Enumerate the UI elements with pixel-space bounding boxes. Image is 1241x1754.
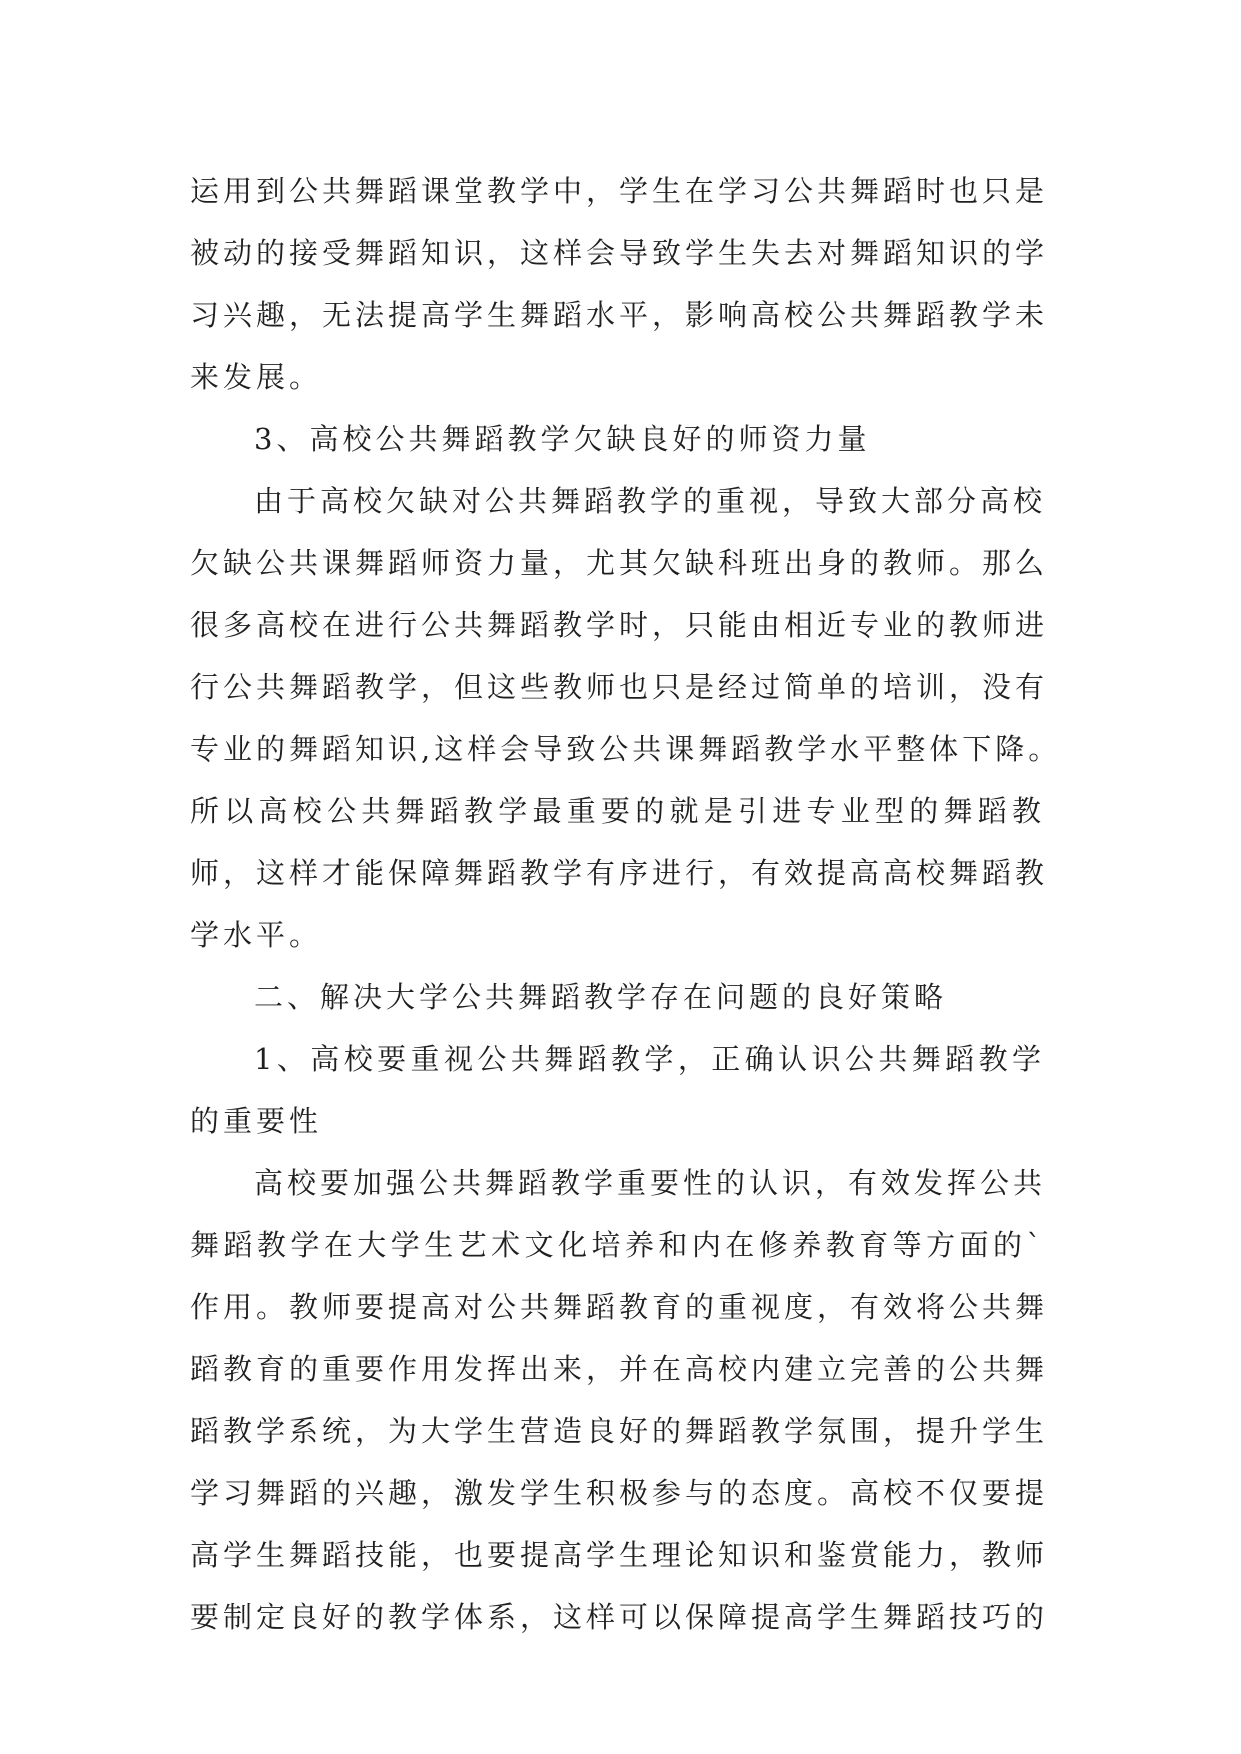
paragraph-first-line: 由于高校欠缺对公共舞蹈教学的重视，导致大部分高校 [254, 484, 1047, 518]
body-text [190, 160, 1062, 1648]
text-line: 运用到公共舞蹈课堂教学中，学生在学习公共舞蹈时也只是 [190, 174, 1049, 208]
text-line: 专业的舞蹈知识,这样会导致公共课舞蹈教学水平整体下降。 [190, 732, 1062, 766]
text-line: 师，这样才能保障舞蹈教学有序进行，有效提高高校舞蹈教 [190, 856, 1049, 890]
text-line: 行公共舞蹈教学，但这些教师也只是经过简单的培训，没有 [190, 670, 1049, 704]
text-line: 蹈教育的重要作用发挥出来，并在高校内建立完善的公共舞 [190, 1352, 1049, 1386]
paragraph-first-line: 高校要加强公共舞蹈教学重要性的认识，有效发挥公共 [254, 1166, 1047, 1200]
paragraph-end-line: 学水平。 [190, 918, 323, 952]
section-heading: 3、高校公共舞蹈教学欠缺良好的师资力量 [254, 422, 871, 456]
subsection-heading-end: 的重要性 [190, 1104, 323, 1138]
text-line: 学习舞蹈的兴趣，激发学生积极参与的态度。高校不仅要提 [190, 1476, 1049, 1510]
text-line: 习兴趣，无法提高学生舞蹈水平，影响高校公共舞蹈教学未 [190, 298, 1049, 332]
text-line: 很多高校在进行公共舞蹈教学时，只能由相近专业的教师进 [190, 608, 1049, 642]
text-line: 所以高校公共舞蹈教学最重要的就是引进专业型的舞蹈教 [190, 794, 1045, 828]
text-line: 高学生舞蹈技能，也要提高学生理论知识和鉴赏能力，教师 [190, 1538, 1049, 1572]
text-line: 欠缺公共课舞蹈师资力量，尤其欠缺科班出身的教师。那么 [190, 546, 1049, 580]
text-line: 作用。教师要提高对公共舞蹈教育的重视度，有效将公共舞 [190, 1290, 1049, 1324]
text-line: 被动的接受舞蹈知识，这样会导致学生失去对舞蹈知识的学 [190, 236, 1049, 270]
text-line: 蹈教学系统，为大学生营造良好的舞蹈教学氛围，提升学生 [190, 1414, 1049, 1448]
subsection-heading: 1、高校要重视公共舞蹈教学，正确认识公共舞蹈教学 [254, 1042, 1045, 1076]
text-line: 舞蹈教学在大学生艺术文化培养和内在修养教育等方面的` [190, 1228, 1045, 1262]
paragraph-end-line: 来发展。 [190, 360, 323, 394]
text-line: 要制定良好的教学体系，这样可以保障提高学生舞蹈技巧的 [190, 1600, 1049, 1634]
section-heading: 二、解决大学公共舞蹈教学存在问题的良好策略 [254, 980, 948, 1014]
